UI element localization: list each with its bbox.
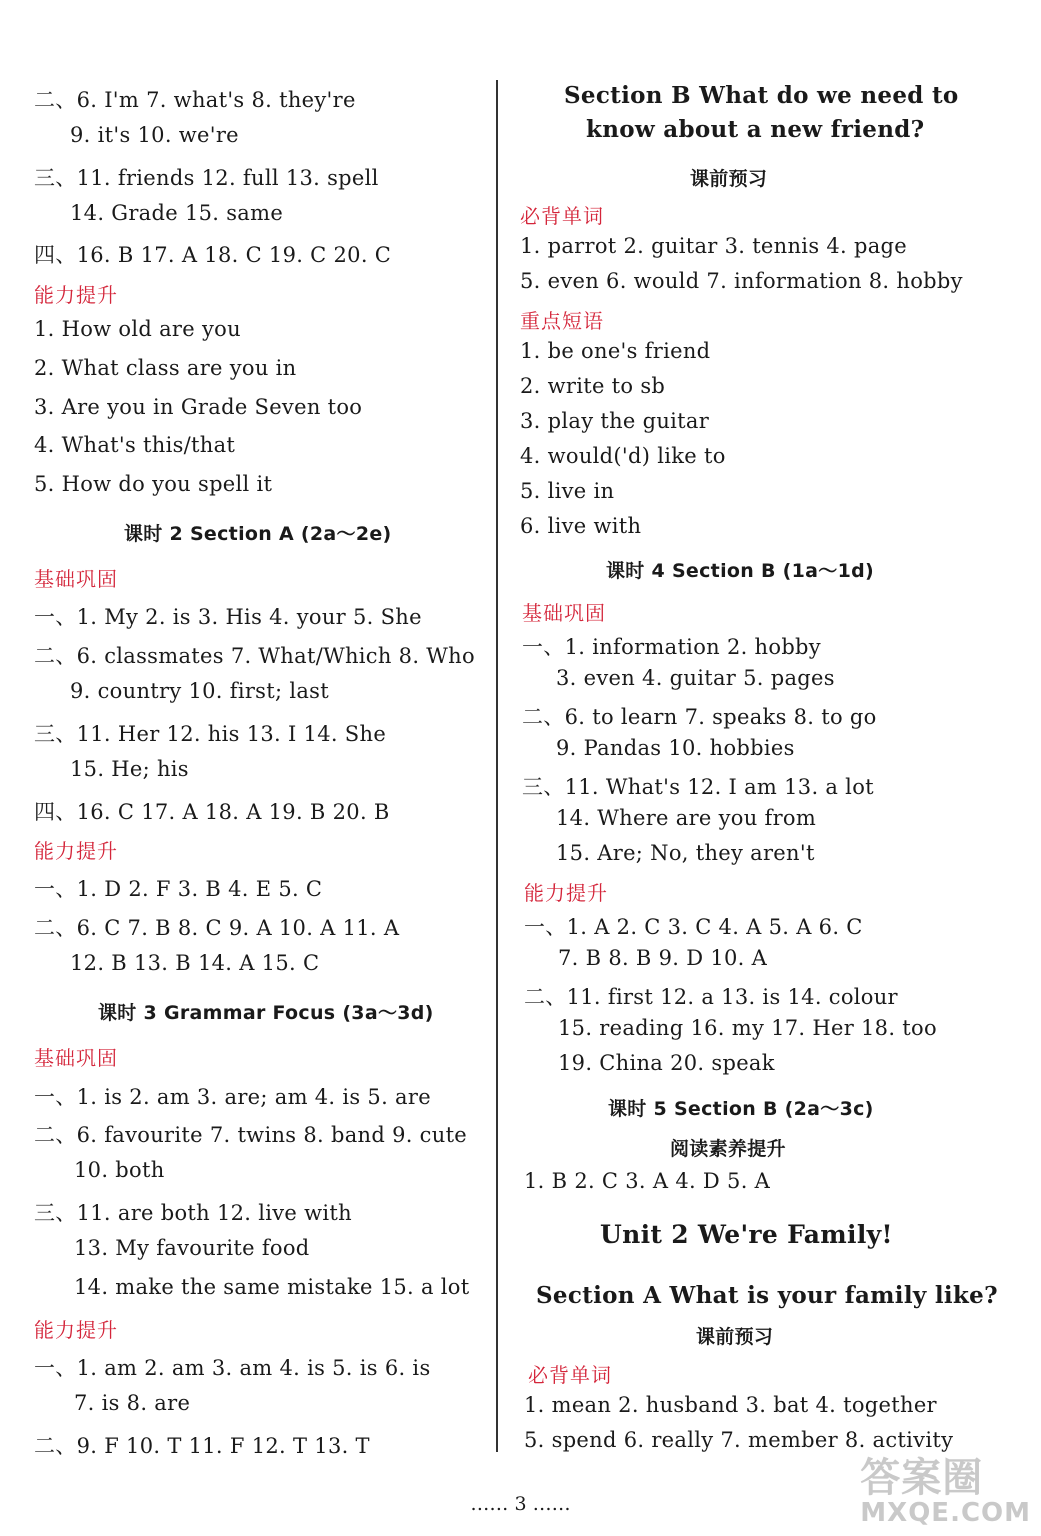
answer-line: 一、1. is 2. am 3. are; am 4. is 5. are <box>34 1085 431 1109</box>
section-label: 能力提升 <box>34 283 118 307</box>
answer-line: 3. Are you in Grade Seven too <box>34 395 363 419</box>
watermark-logo-text: 答案圈 <box>860 1455 984 1501</box>
answer-line: 三、11. friends 12. full 13. spell <box>34 166 379 190</box>
answer-line: 5. even 6. would 7. information 8. hobby <box>520 269 963 293</box>
answer-line: 4. What's this/that <box>34 433 236 457</box>
section-label: 重点短语 <box>520 309 604 333</box>
lesson-heading: 阅读素养提升 <box>670 1138 786 1160</box>
answer-line: 3. play the guitar <box>520 409 710 433</box>
answer-line: 二、6. I'm 7. what's 8. they're <box>34 88 356 112</box>
lesson-heading: 课时 4 Section B (1a～1d) <box>606 560 874 582</box>
answer-line: 13. My favourite food <box>74 1236 310 1260</box>
lesson-heading: 课前预习 <box>696 1326 774 1348</box>
answer-line: 12. B 13. B 14. A 15. C <box>70 951 320 975</box>
answer-line: 1. parrot 2. guitar 3. tennis 4. page <box>520 234 908 258</box>
section-label: 能力提升 <box>34 1318 118 1342</box>
answer-line: 15. He; his <box>70 757 189 781</box>
section-label: 基础巩固 <box>34 567 118 591</box>
answer-line: 7. is 8. are <box>74 1391 191 1415</box>
answer-line: 1. be one's friend <box>520 339 711 363</box>
answer-line: 10. both <box>74 1158 165 1182</box>
section-label: 能力提升 <box>524 881 608 905</box>
lesson-heading: 课时 3 Grammar Focus (3a～3d) <box>98 1002 434 1024</box>
column-divider <box>496 80 498 1452</box>
lesson-heading: 课时 2 Section A (2a～2e) <box>124 523 392 545</box>
answer-line: 三、11. are both 12. live with <box>34 1201 352 1225</box>
section-title: know about a new friend? <box>586 116 925 143</box>
answer-line: 一、1. My 2. is 3. His 4. your 5. She <box>34 605 422 629</box>
answer-line: 2. write to sb <box>520 374 666 398</box>
answer-line: 二、6. to learn 7. speaks 8. to go <box>522 705 877 729</box>
section-label: 基础巩固 <box>34 1046 118 1070</box>
section-title: Section B What do we need to <box>564 82 959 109</box>
answer-line: 二、6. C 7. B 8. C 9. A 10. A 11. A <box>34 916 400 940</box>
answer-line: 三、11. Her 12. his 13. I 14. She <box>34 722 387 746</box>
answer-line: 19. China 20. speak <box>558 1051 775 1075</box>
answer-line: 4. would('d) like to <box>520 444 726 468</box>
section-label: 基础巩固 <box>522 601 606 625</box>
section-label: 能力提升 <box>34 839 118 863</box>
answer-line: 四、16. B 17. A 18. C 19. C 20. C <box>34 243 392 267</box>
section-label: 必背单词 <box>520 204 604 228</box>
answer-line: 二、9. F 10. T 11. F 12. T 13. T <box>34 1434 370 1458</box>
answer-line: 6. live with <box>520 514 642 538</box>
answer-line: 14. make the same mistake 15. a lot <box>74 1275 470 1299</box>
answer-line: 15. reading 16. my 17. Her 18. too <box>558 1016 937 1040</box>
answer-line: 9. country 10. first; last <box>70 679 329 703</box>
lesson-heading: 课前预习 <box>690 168 768 190</box>
answer-line: 15. Are; No, they aren't <box>556 841 815 865</box>
answer-line: 1. B 2. C 3. A 4. D 5. A <box>524 1169 771 1193</box>
answer-line: 1. mean 2. husband 3. bat 4. together <box>524 1393 937 1417</box>
answer-line: 7. B 8. B 9. D 10. A <box>558 946 768 970</box>
answer-line: 三、11. What's 12. I am 13. a lot <box>522 775 874 799</box>
answer-line: 二、6. favourite 7. twins 8. band 9. cute <box>34 1123 468 1147</box>
page-number: …… 3 …… <box>470 1493 571 1515</box>
section-title: Section A What is your family like? <box>536 1282 998 1309</box>
answer-line: 9. Pandas 10. hobbies <box>556 736 795 760</box>
watermark <box>860 1455 1031 1528</box>
answer-line: 14. Where are you from <box>556 806 817 830</box>
unit-title: Unit 2 We're Family! <box>600 1220 893 1249</box>
answer-line: 5. How do you spell it <box>34 472 273 496</box>
answer-line: 14. Grade 15. same <box>70 201 284 225</box>
answer-line: 9. it's 10. we're <box>70 123 239 147</box>
section-label: 必背单词 <box>528 1363 612 1387</box>
answer-line: 1. How old are you <box>34 317 241 341</box>
answer-line: 一、1. D 2. F 3. B 4. E 5. C <box>34 877 323 901</box>
answer-line: 二、11. first 12. a 13. is 14. colour <box>524 985 898 1009</box>
answer-line: 一、1. am 2. am 3. am 4. is 5. is 6. is <box>34 1356 431 1380</box>
answer-line: 3. even 4. guitar 5. pages <box>556 666 835 690</box>
answer-line: 一、1. information 2. hobby <box>522 635 821 659</box>
answer-line: 二、6. classmates 7. What/Which 8. Who <box>34 644 475 668</box>
answer-line: 2. What class are you in <box>34 356 297 380</box>
answer-line: 一、1. A 2. C 3. C 4. A 5. A 6. C <box>524 915 863 939</box>
answer-line: 5. spend 6. really 7. member 8. activity <box>524 1428 954 1452</box>
watermark-url: MXQE.COM <box>860 1498 1031 1528</box>
answer-line: 四、16. C 17. A 18. A 19. B 20. B <box>34 800 390 824</box>
answer-line: 5. live in <box>520 479 615 503</box>
lesson-heading: 课时 5 Section B (2a～3c) <box>608 1098 874 1120</box>
